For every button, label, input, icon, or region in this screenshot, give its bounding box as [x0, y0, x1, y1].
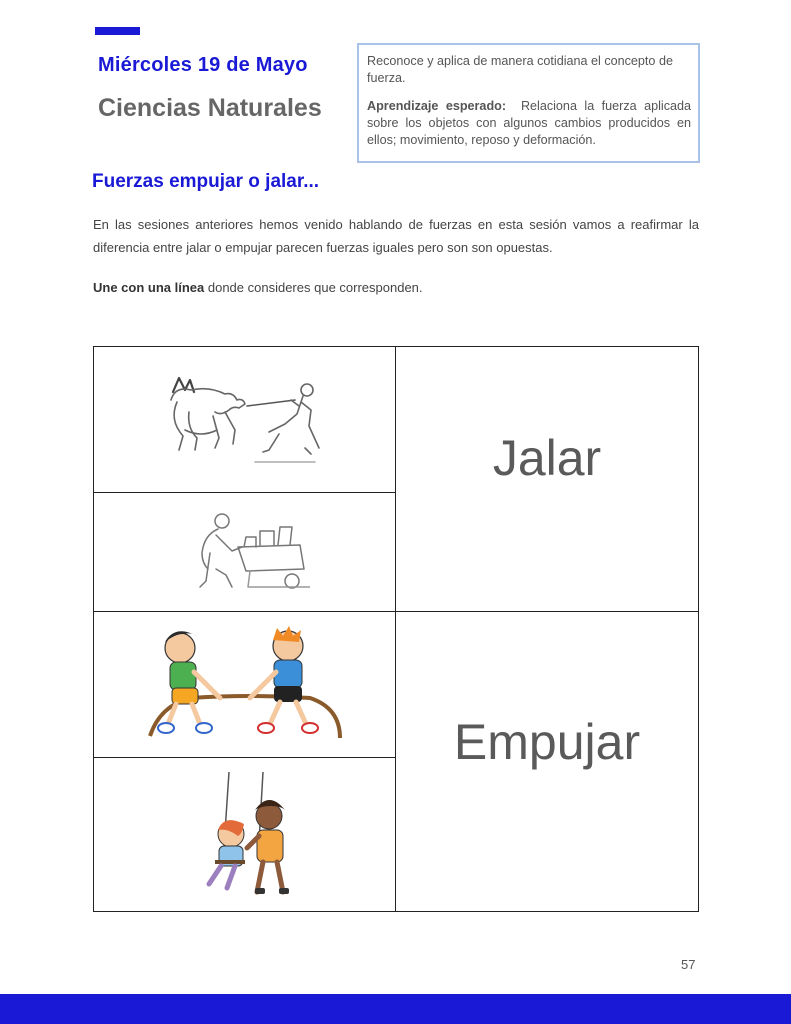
image-cell-1 [94, 347, 395, 492]
intro-paragraph: En las sesiones anteriores hemos venido hablando de fuerzas en esta sesión vamos a reafirmar la diferencia entre jalar o empujar parecen fuerzas iguales pero son son opuestas. [93, 217, 699, 255]
table-border-bottom [93, 911, 699, 912]
section-title: Fuerzas empujar o jalar... [92, 171, 320, 192]
word-cell-empujar [396, 612, 698, 911]
top-accent-bar [95, 27, 140, 35]
instruction-text [93, 280, 423, 295]
kids-tug-of-war-icon [140, 626, 350, 744]
bottom-accent-bar [0, 994, 791, 1024]
expected-learning-label: Aprendizaje esperado: [367, 99, 507, 113]
image-cell-3 [94, 612, 395, 757]
image-cell-4 [94, 758, 395, 911]
learning-objective-box [357, 43, 700, 163]
expected-learning [367, 98, 691, 149]
expected-learning-text: Relaciona la fuerza aplicada sobre los objetos con algunos cambios producidos en ellos; movimiento, reposo y deformación. [367, 99, 692, 147]
word-jalar: Jalar [492, 430, 602, 486]
kids-on-swing-icon [185, 770, 305, 900]
word-empujar: Empujar [453, 713, 641, 770]
man-pushing-cart-sketch-icon [180, 507, 310, 597]
table-border-right [698, 346, 699, 912]
word-cell-jalar [396, 347, 698, 611]
instruction-rest: donde consideres que corresponden. [204, 280, 423, 295]
subject-heading: Ciencias Naturales [98, 94, 322, 122]
image-cell-2 [94, 493, 395, 611]
man-pulling-donkey-sketch-icon [155, 372, 335, 467]
instruction-bold: Une con una línea [93, 280, 205, 295]
objective-text: Reconoce y aplica de manera cotidiana el concepto de fuerza. [367, 54, 673, 85]
date-heading: Miércoles 19 de Mayo [98, 54, 308, 76]
matching-table [93, 346, 699, 912]
page-number: 57 [681, 957, 696, 972]
